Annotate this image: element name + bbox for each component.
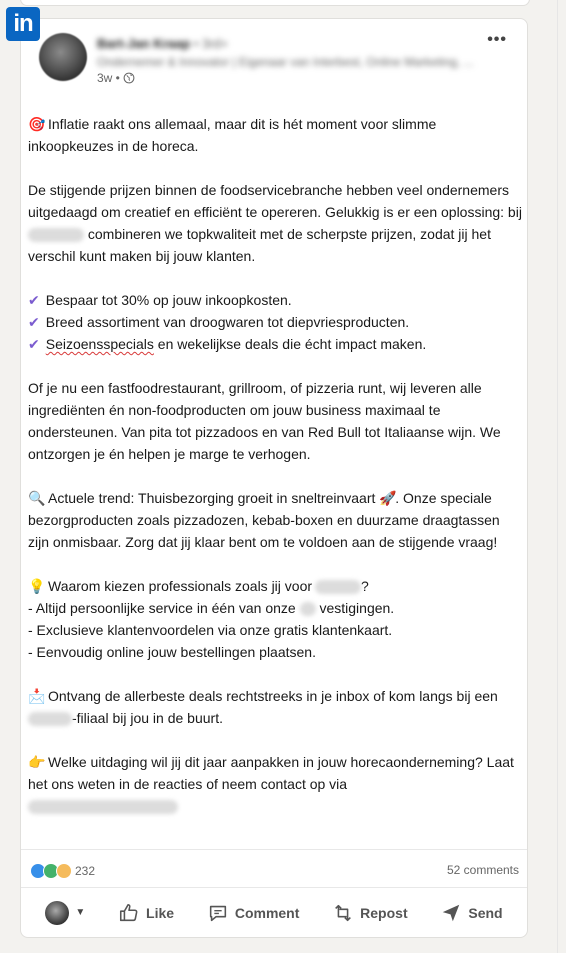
previous-post-card	[20, 0, 530, 6]
comment-icon	[207, 902, 229, 924]
redacted-contact-link[interactable]	[28, 800, 178, 814]
paragraph-trend	[28, 487, 524, 553]
post-content	[28, 113, 524, 839]
why-line-1b: vestigingen.	[319, 600, 395, 616]
redacted-company-name	[315, 580, 361, 594]
paragraph-prices-text-a: De stijgende prijzen binnen de foodservicebranche hebben veel ondernemers uitgedaagd om creatief en efficiënt te opereren. Gelukkig is er een oplossing: bij	[28, 182, 522, 220]
author-headline: Ondernemer & Innovator | Eigenaar van Interbest, Online Marketing, ...	[97, 55, 474, 69]
comment-label: Comment	[234, 904, 300, 921]
page-scrollbar[interactable]	[557, 0, 566, 953]
insightful-reaction-icon	[56, 863, 72, 879]
paragraph-deals	[28, 685, 524, 729]
checkmark-icon: ✔	[28, 292, 40, 308]
like-label: Like	[146, 904, 175, 921]
benefit-3-rest: en wekelijkse deals die écht impact maken.	[153, 336, 427, 352]
repost-label: Repost	[360, 904, 408, 921]
benefit-2: Breed assortiment van droogwaren tot diepvriesproducten.	[45, 314, 410, 330]
post-timestamp	[97, 71, 135, 85]
like-button[interactable]	[112, 894, 180, 932]
reactions-summary[interactable]	[30, 863, 95, 879]
paragraph-deals-text-b: -filiaal bij jou in de buurt.	[72, 710, 223, 726]
paragraph-why	[28, 575, 524, 663]
why-line-1a: - Altijd persoonlijke service in één van onze	[28, 600, 296, 616]
send-icon	[440, 902, 462, 924]
redacted-company-name	[28, 712, 72, 726]
paragraph-prices-text-b: combineren we topkwaliteit met de scherpste prijzen, zodat jij het verschil kunt maken bij jouw klanten.	[28, 226, 491, 264]
paragraph-prices	[28, 179, 524, 267]
why-line-2: - Exclusieve klantenvoordelen via onze gratis klantenkaart.	[28, 622, 393, 638]
comment-button[interactable]	[201, 894, 306, 932]
reaction-identity-selector[interactable]	[39, 893, 91, 933]
magnifier-icon: 🔍	[28, 490, 46, 506]
linkedin-logo-icon: in	[6, 7, 40, 41]
user-avatar	[45, 901, 69, 925]
timestamp-text: 3w •	[97, 71, 120, 85]
more-options-icon[interactable]: •••	[487, 31, 507, 48]
author-name-text[interactable]: Bart-Jan Kraap	[97, 36, 191, 51]
paragraph-trend-text-a: Actuele trend: Thuisbezorging groeit in sneltreinvaart	[48, 490, 376, 506]
benefit-1: Bespaar tot 30% op jouw inkoopkosten.	[45, 292, 292, 308]
paragraph-services-text: Of je nu een fastfoodrestaurant, grillroom, of pizzeria runt, wij leveren alle ingrediënten én non-foodproducten om jouw business maximaal te ondersteunen. Van pita tot pizzadoos en van Red Bull tot Italiaanse wijn. We ontzorgen je én helpen je marge te verhogen.	[28, 380, 501, 462]
author-name[interactable]	[97, 36, 228, 51]
comments-count[interactable]: 52 comments	[446, 863, 519, 877]
paragraph-deals-text-a: Ontvang de allerbeste deals rechtstreeks in je inbox of kom langs bij een	[48, 688, 498, 704]
paragraph-cta-text: Welke uitdaging wil jij dit jaar aanpakken in jouw horecaonderneming? Laat het ons weten in de reacties of neem contact op via	[28, 754, 514, 792]
lightbulb-icon: 💡	[28, 578, 46, 594]
caret-down-icon: ▼	[75, 907, 86, 918]
repost-button[interactable]	[326, 894, 413, 932]
send-button[interactable]	[434, 894, 508, 932]
paragraph-intro	[28, 113, 524, 157]
why-title: Waarom kiezen professionals zoals jij voor	[48, 578, 313, 594]
target-icon: 🎯	[28, 116, 46, 132]
connection-degree: • 3rd+	[193, 36, 229, 51]
post-card	[20, 18, 528, 938]
checkmark-icon: ✔	[28, 336, 40, 352]
inbox-icon: 📩	[28, 688, 46, 704]
reaction-count[interactable]: 232	[75, 864, 96, 878]
redacted-count	[300, 602, 316, 616]
why-line-3: - Eenvoudig online jouw bestellingen plaatsen.	[28, 644, 316, 660]
repost-icon	[332, 902, 354, 924]
why-question-mark: ?	[361, 578, 369, 594]
pointing-hand-icon: 👉	[28, 754, 46, 770]
post-actions-bar	[21, 887, 527, 937]
paragraph-services	[28, 377, 524, 465]
paragraph-trend-text-b: . Onze speciale bezorgproducten zoals pizzadozen, kebab-boxen en duurzame draagtassen zijn onmisbaar. Zorg dat jij klaar bent om te voldoen aan de stijgende vraag!	[28, 490, 500, 550]
author-avatar[interactable]	[39, 33, 87, 81]
benefits-list	[28, 289, 524, 355]
redacted-company-name	[28, 228, 84, 242]
thumbs-up-icon	[118, 902, 140, 924]
social-counts	[21, 849, 527, 878]
rocket-icon: 🚀	[379, 490, 397, 506]
checkmark-icon: ✔	[28, 314, 40, 330]
send-label: Send	[468, 904, 503, 921]
benefit-3-word: Seizoensspecials	[45, 336, 154, 352]
paragraph-cta	[28, 751, 524, 817]
paragraph-intro-text: Inflatie raakt ons allemaal, maar dit is hét moment voor slimme inkoopkeuzes in de horeca.	[28, 116, 437, 154]
globe-icon	[123, 72, 135, 84]
